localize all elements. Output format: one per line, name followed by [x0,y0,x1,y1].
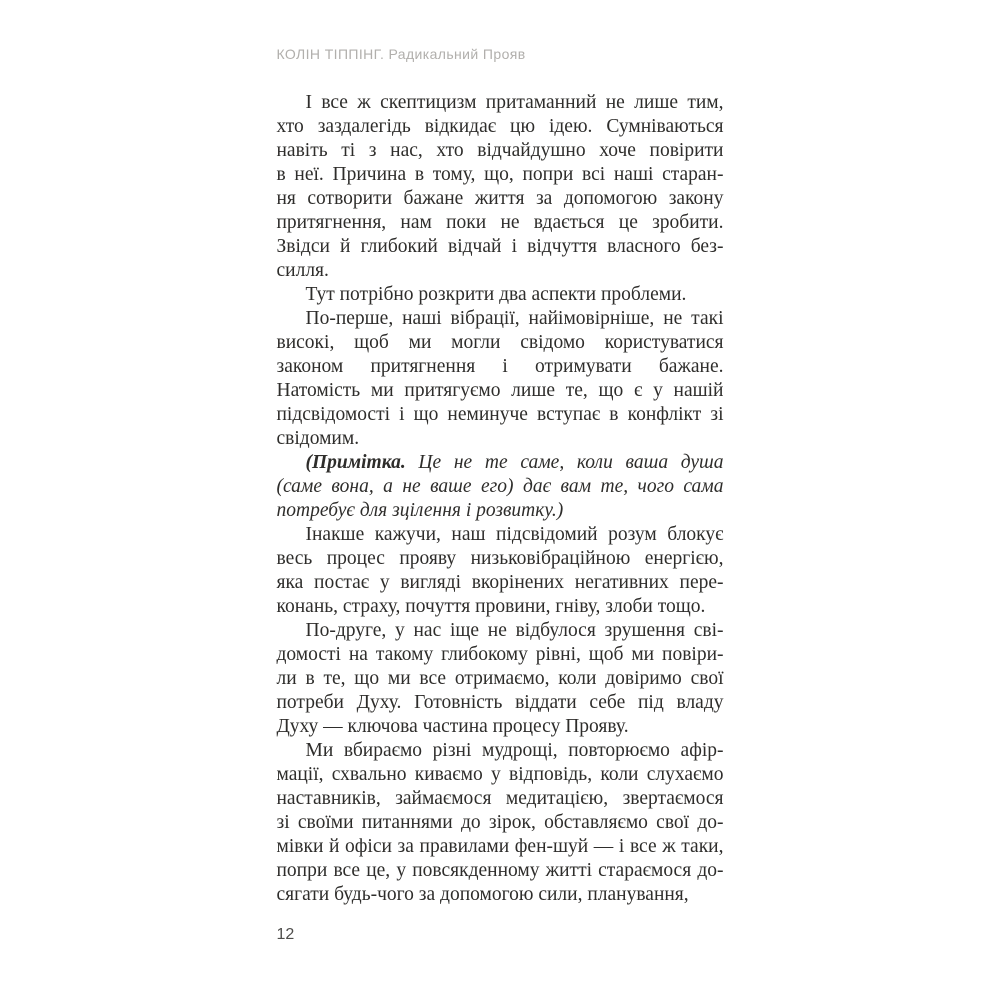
text-line: зі своїми питаннями до зірок, обставляємо свої до- [276,812,724,833]
text-line: наставників, займаємося медитацією, звертаємося [276,788,724,809]
text-line: в неї. Причина в тому, що, попри всі наші старан- [276,164,724,185]
text-line: Натомість ми притягуємо лише те, що є у нашій [276,380,724,401]
paragraph [277,283,724,307]
text-line: потреби Духу. Готовність віддати себе під владу [276,692,724,713]
paragraph [277,91,724,283]
text-line: І все ж скептицизм притаманний не лише тим, [305,92,724,113]
text-line: домості на такому глибокому рівні, щоб ми повіри- [276,644,724,665]
text-line: свідомим. [276,428,360,449]
text-line: мації, схвально киваємо у відповідь, коли слухаємо [276,764,724,785]
text-line: Тут потрібно розкрити два аспекти проблеми. [305,284,687,305]
body-text [277,91,724,907]
text-line: По-друге, у нас іще не відбулося зрушення сві- [305,620,724,641]
text-line: Звідси й глибокий відчай і відчуття власного без- [276,236,724,257]
text-line: Духу — ключова частина процесу Прояву. [276,716,629,737]
text-line: весь процес прояву низьковібраційною енергією, [276,548,724,569]
paragraph [277,739,724,907]
text-line: конань, страху, почуття провини, гніву, злоби тощо. [276,596,706,617]
text-line: ли в те, що ми все отримаємо, коли довіримо свої [276,668,724,689]
paragraph [277,523,724,619]
text-line: навіть ті з нас, хто відчайдушно хоче повірити [276,140,724,161]
text-line: хто заздалегідь відкидає цю ідею. Сумніваються [276,116,724,137]
text-line: (саме вона, а не ваше его) дає вам те, чого сама [276,476,724,497]
text-line: силля. [276,260,329,281]
text-line: сягати будь-чого за допомогою сили, планування, [276,884,689,905]
text-line: високі, щоб ми могли свідомо користуватися [276,332,724,353]
note-paragraph [277,451,724,523]
text-line: (Примітка. Це не те саме, коли ваша душа [305,452,724,473]
text-line: По-перше, наші вібрації, найімовірніше, не такі [305,308,724,329]
text-line: яка постає у вигляді вкорінених негативних пере- [276,572,724,593]
text-line: потребує для зцілення і розвитку.) [276,500,564,521]
text-line: попри все це, у повсякденному житті стараємося до- [276,860,724,881]
text-line: Ми вбираємо різні мудрощі, повторюємо афір- [305,740,724,761]
text-line: законом притягнення і отримувати бажане. [276,356,724,377]
paragraph [277,307,724,451]
text-line: підсвідомості і що неминуче вступає в конфлікт зі [276,404,724,425]
text-line: притягнення, нам поки не вдається це зробити. [276,212,724,233]
text-line: ня сотворити бажане життя за допомогою закону [276,188,724,209]
running-header: КОЛІН ТІППІНГ. Радикальний Прояв [276,46,526,62]
paragraph [277,619,724,739]
page-number: 12 [276,926,295,943]
text-line: мівки й офіси за правилами фен-шуй — і все ж таки, [276,836,724,857]
text-line: Інакше кажучи, наш підсвідомий розум блокує [305,524,724,545]
book-page [277,0,724,944]
